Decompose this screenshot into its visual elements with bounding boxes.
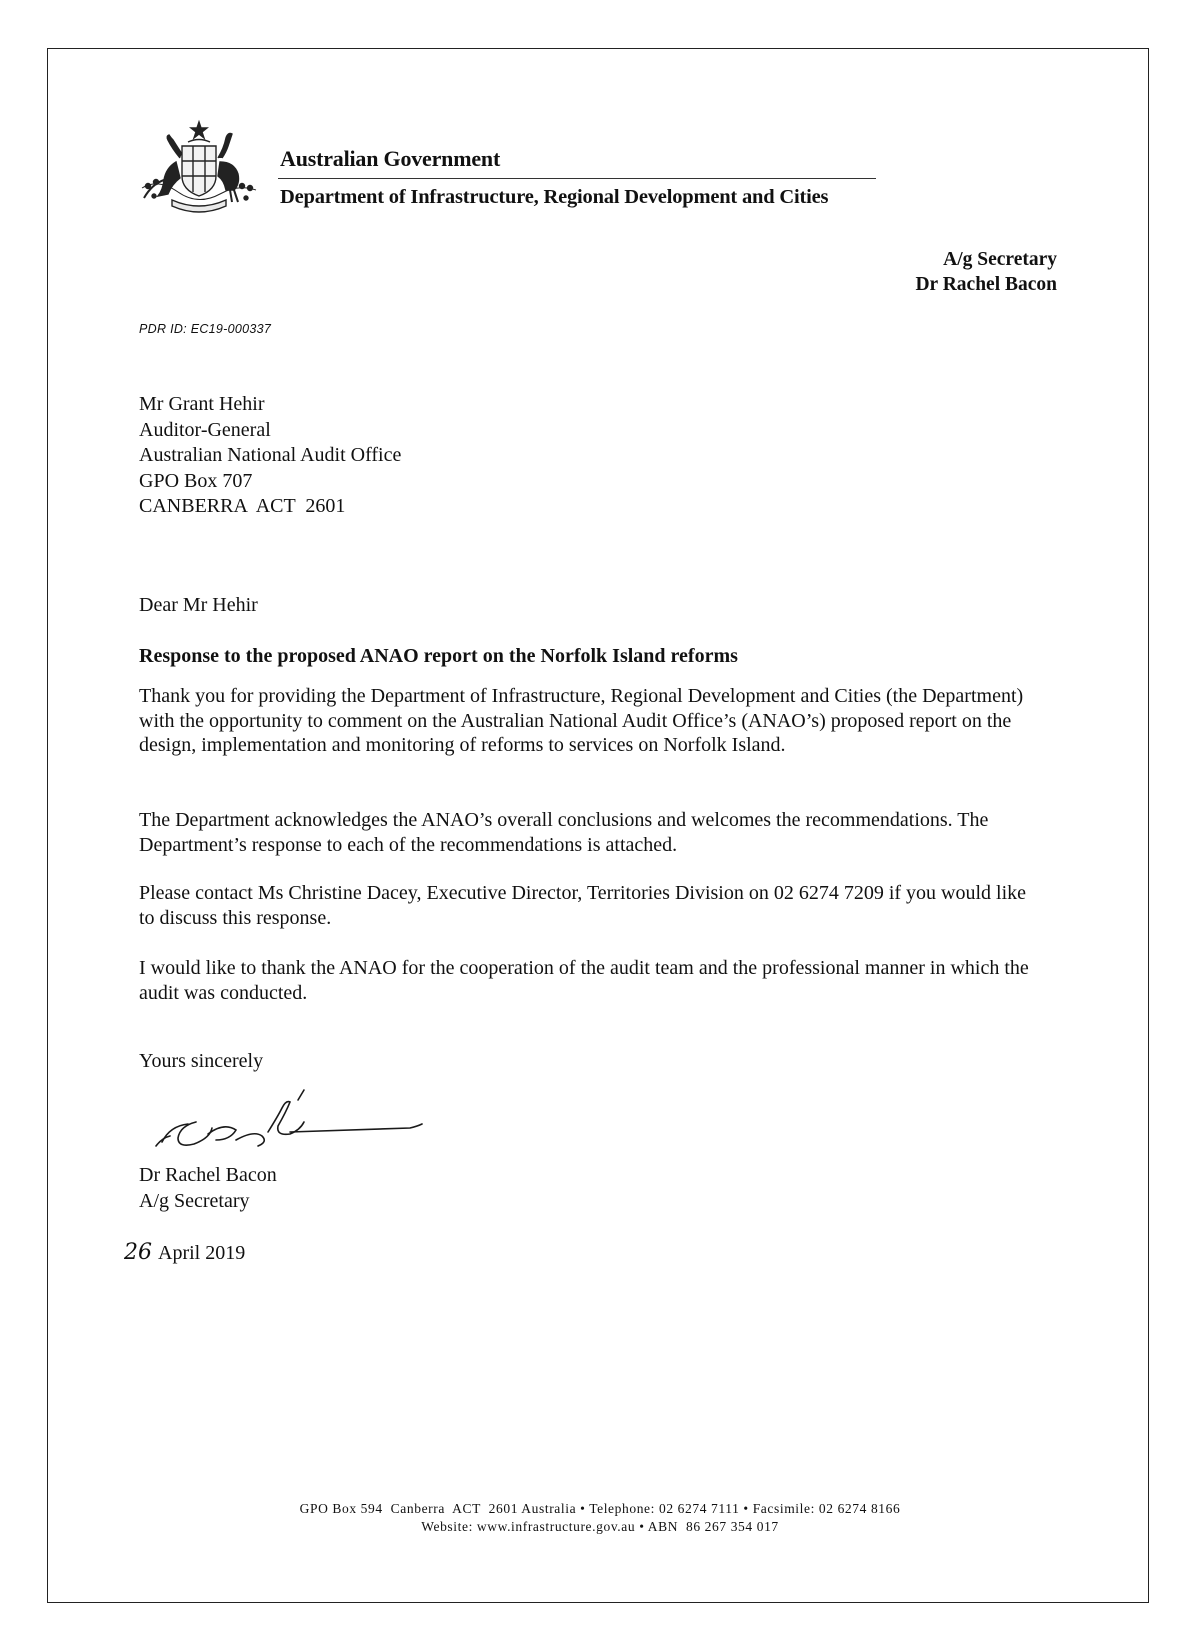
- addressee-line: CANBERRA ACT 2601: [139, 495, 346, 517]
- header-divider: [278, 178, 876, 179]
- date-day-handwritten: 26: [124, 1240, 152, 1265]
- signatory-name: Dr Rachel Bacon: [139, 1164, 277, 1186]
- sender-title: A/g Secretary: [943, 249, 1057, 270]
- addressee-line: Auditor-General: [139, 418, 271, 441]
- addressee-line: GPO Box 707: [139, 469, 253, 492]
- closing: Yours sincerely: [139, 1050, 264, 1072]
- date-month-year: April 2019: [158, 1242, 246, 1264]
- footer-contact-line: GPO Box 594 Canberra ACT 2601 Australia • Telephone: 02 6274 7111 • Facsimile: 02 6274 8166: [299, 1501, 901, 1516]
- department-name: Department of Infrastructure, Regional Development and Cities: [280, 186, 829, 208]
- addressee-line: Australian National Audit Office: [139, 444, 402, 466]
- body-paragraph: The Department acknowledges the ANAO’s overall conclusions and welcomes the recommendations. The Department’s response to each of the recommendations is attached.: [139, 809, 989, 856]
- government-name: Australian Government: [280, 146, 501, 171]
- body-paragraph: Please contact Ms Christine Dacey, Executive Director, Territories Division on 02 6274 7209 if you would like to discuss this response.: [139, 882, 1027, 929]
- addressee-block: [139, 392, 401, 520]
- signature-icon: [150, 1086, 440, 1156]
- coat-of-arms-icon: [138, 118, 260, 218]
- body-paragraph: Thank you for providing the Department of Infrastructure, Regional Development and Cities (the Department) with the opportunity to comment on the Australian National Audit Office’s (ANAO’s) proposed report on the design, implementation and monitoring of reforms to services on Norfolk Island.: [139, 685, 1024, 756]
- body-paragraph: I would like to thank the ANAO for the cooperation of the audit team and the professional manner in which the audit was conducted.: [139, 957, 1029, 1004]
- sender-name: Dr Rachel Bacon: [915, 274, 1057, 295]
- letter-date: [124, 1240, 245, 1265]
- salutation: Dear Mr Hehir: [139, 594, 258, 616]
- footer: [0, 1500, 1200, 1536]
- addressee-line: Mr Grant Hehir: [139, 393, 265, 415]
- sender-block: [915, 247, 1057, 297]
- reference-id: PDR ID: EC19-000337: [139, 322, 272, 336]
- signatory-title: A/g Secretary: [139, 1189, 250, 1212]
- subject-line: Response to the proposed ANAO report on the Norfolk Island reforms: [139, 645, 738, 667]
- signatory-block: [139, 1163, 277, 1214]
- footer-website-line: Website: www.infrastructure.gov.au • ABN 86 267 354 017: [421, 1519, 779, 1534]
